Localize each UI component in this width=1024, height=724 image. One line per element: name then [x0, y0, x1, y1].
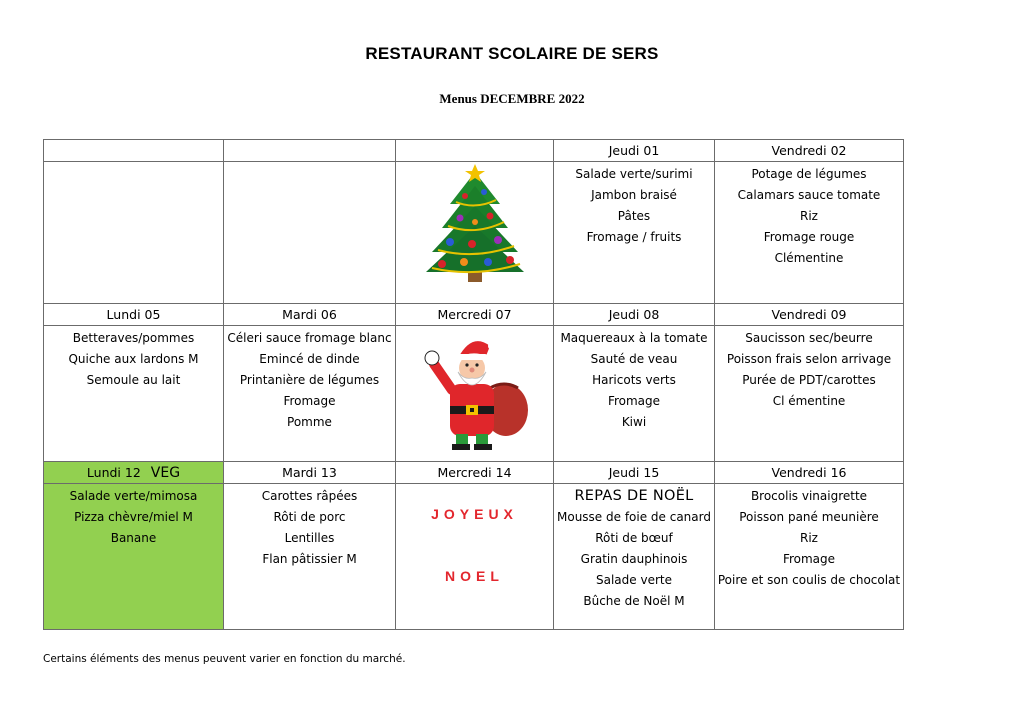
page-title: RESTAURANT SCOLAIRE DE SERS — [365, 44, 659, 63]
menu-item: Flan pâtissier M — [262, 552, 357, 566]
menu-item: Clémentine — [774, 251, 844, 265]
day-header-jeudi-15: Jeudi 15 — [554, 462, 715, 484]
day-header — [224, 140, 396, 162]
menu-item: Bûche de Noël M — [583, 594, 685, 608]
menu-item: Jambon braisé — [591, 188, 677, 202]
day-cell-empty — [224, 162, 396, 304]
menu-item: Semoule au lait — [86, 373, 181, 387]
menu-item: Fromage — [607, 394, 661, 408]
day-header-vendredi-16: Vendredi 16 — [715, 462, 904, 484]
picture-cell — [396, 326, 554, 462]
menu-item: Fromage — [283, 394, 336, 408]
week-1-header-row — [44, 140, 904, 162]
menu-item: Lentilles — [284, 531, 335, 545]
day-header-jeudi-01: Jeudi 01 — [554, 140, 715, 162]
day-cell-vendredi-16 — [715, 484, 904, 630]
menu-item: Poisson pané meunière — [739, 510, 879, 524]
week-1-menu-row — [44, 162, 904, 304]
menu-item: Fromage rouge — [763, 230, 855, 244]
day-cell-empty — [44, 162, 224, 304]
page-subtitle: Menus DECEMBRE 2022 — [439, 91, 585, 106]
menu-item: Gratin dauphinois — [580, 552, 688, 566]
menu-item: Printanière de légumes — [239, 373, 380, 387]
menu-item: Cl émentine — [772, 394, 846, 408]
day-header-jeudi-08: Jeudi 08 — [554, 304, 715, 326]
menu-item: Saucisson sec/beurre — [745, 331, 873, 345]
day-header-mercredi-07: Mercredi 07 — [396, 304, 554, 326]
menu-item: Pâtes — [617, 209, 651, 223]
day-header-lundi-12: Lundi 12 VEG — [44, 462, 224, 484]
day-header-vendredi-09: Vendredi 09 — [715, 304, 904, 326]
menu-item: Poisson frais selon arrivage — [726, 352, 892, 366]
menu-item: Céleri sauce fromage blanc — [227, 331, 392, 345]
menu-item: Salade verte/surimi — [575, 167, 693, 181]
week-2-menu-row — [44, 326, 904, 462]
menu-item: Poire et son coulis de chocolat — [717, 573, 901, 587]
menu-item: Kiwi — [621, 415, 647, 429]
menu-item: Purée de PDT/carottes — [742, 373, 876, 387]
menu-item: Fromage / fruits — [586, 230, 682, 244]
footer-note: Certains éléments des menus peuvent varier en fonction du marché. — [43, 653, 406, 665]
menu-item: Carottes râpées — [261, 489, 358, 503]
day-header-vendredi-02: Vendredi 02 — [715, 140, 904, 162]
picture-cell — [396, 162, 554, 304]
menu-table — [43, 139, 904, 630]
day-header — [44, 140, 224, 162]
greeting-joyeux: JOYEUX — [431, 506, 518, 522]
menu-item: Riz — [800, 531, 818, 545]
menu-item: Salade verte/mimosa — [69, 489, 198, 503]
menu-item: Mousse de foie de canard — [557, 510, 711, 524]
day-cell-lundi-12 — [44, 484, 224, 630]
menu-item: Maquereaux à la tomate — [560, 331, 708, 345]
day-header-mardi-06: Mardi 06 — [224, 304, 396, 326]
week-3-menu-row — [44, 484, 904, 630]
menu-item: Banane — [110, 531, 157, 545]
greeting-noel: NOEL — [445, 568, 504, 584]
menu-item: Calamars sauce tomate — [737, 188, 881, 202]
day-header-mercredi-14: Mercredi 14 — [396, 462, 554, 484]
menu-item: Rôti de porc — [273, 510, 346, 524]
christmas-meal-title: REPAS DE NOËL — [574, 488, 694, 504]
menu-item: Emincé de dinde — [259, 352, 360, 366]
veg-tag: VEG — [150, 464, 181, 481]
santa-claus-icon — [420, 328, 530, 458]
christmas-tree-icon — [420, 162, 530, 286]
day-cell-mardi-06 — [224, 326, 396, 462]
day-cell-vendredi-09 — [715, 326, 904, 462]
menu-item: Rôti de bœuf — [595, 531, 673, 545]
day-cell-jeudi-15 — [554, 484, 715, 630]
menu-item: Betteraves/pommes — [72, 331, 195, 345]
day-cell-vendredi-02 — [715, 162, 904, 304]
day-cell-mardi-13 — [224, 484, 396, 630]
menu-item: Quiche aux lardons M — [68, 352, 199, 366]
menu-item: Potage de légumes — [751, 167, 867, 181]
day-header-mardi-13: Mardi 13 — [224, 462, 396, 484]
day-cell-mercredi-14 — [396, 484, 554, 630]
menu-item: Fromage — [782, 552, 836, 566]
week-3-header-row — [44, 462, 904, 484]
menu-item: Brocolis vinaigrette — [750, 489, 868, 503]
menu-item: Pizza chèvre/miel M — [74, 510, 193, 524]
day-cell-lundi-05 — [44, 326, 224, 462]
menu-item: Riz — [800, 209, 818, 223]
menu-item: Salade verte — [596, 573, 672, 587]
menu-item: Haricots verts — [592, 373, 676, 387]
day-header-lundi-05: Lundi 05 — [44, 304, 224, 326]
day-cell-jeudi-01 — [554, 162, 715, 304]
day-cell-jeudi-08 — [554, 326, 715, 462]
day-header — [396, 140, 554, 162]
week-2-header-row — [44, 304, 904, 326]
menu-item: Sauté de veau — [590, 352, 678, 366]
menu-item: Pomme — [287, 415, 332, 429]
